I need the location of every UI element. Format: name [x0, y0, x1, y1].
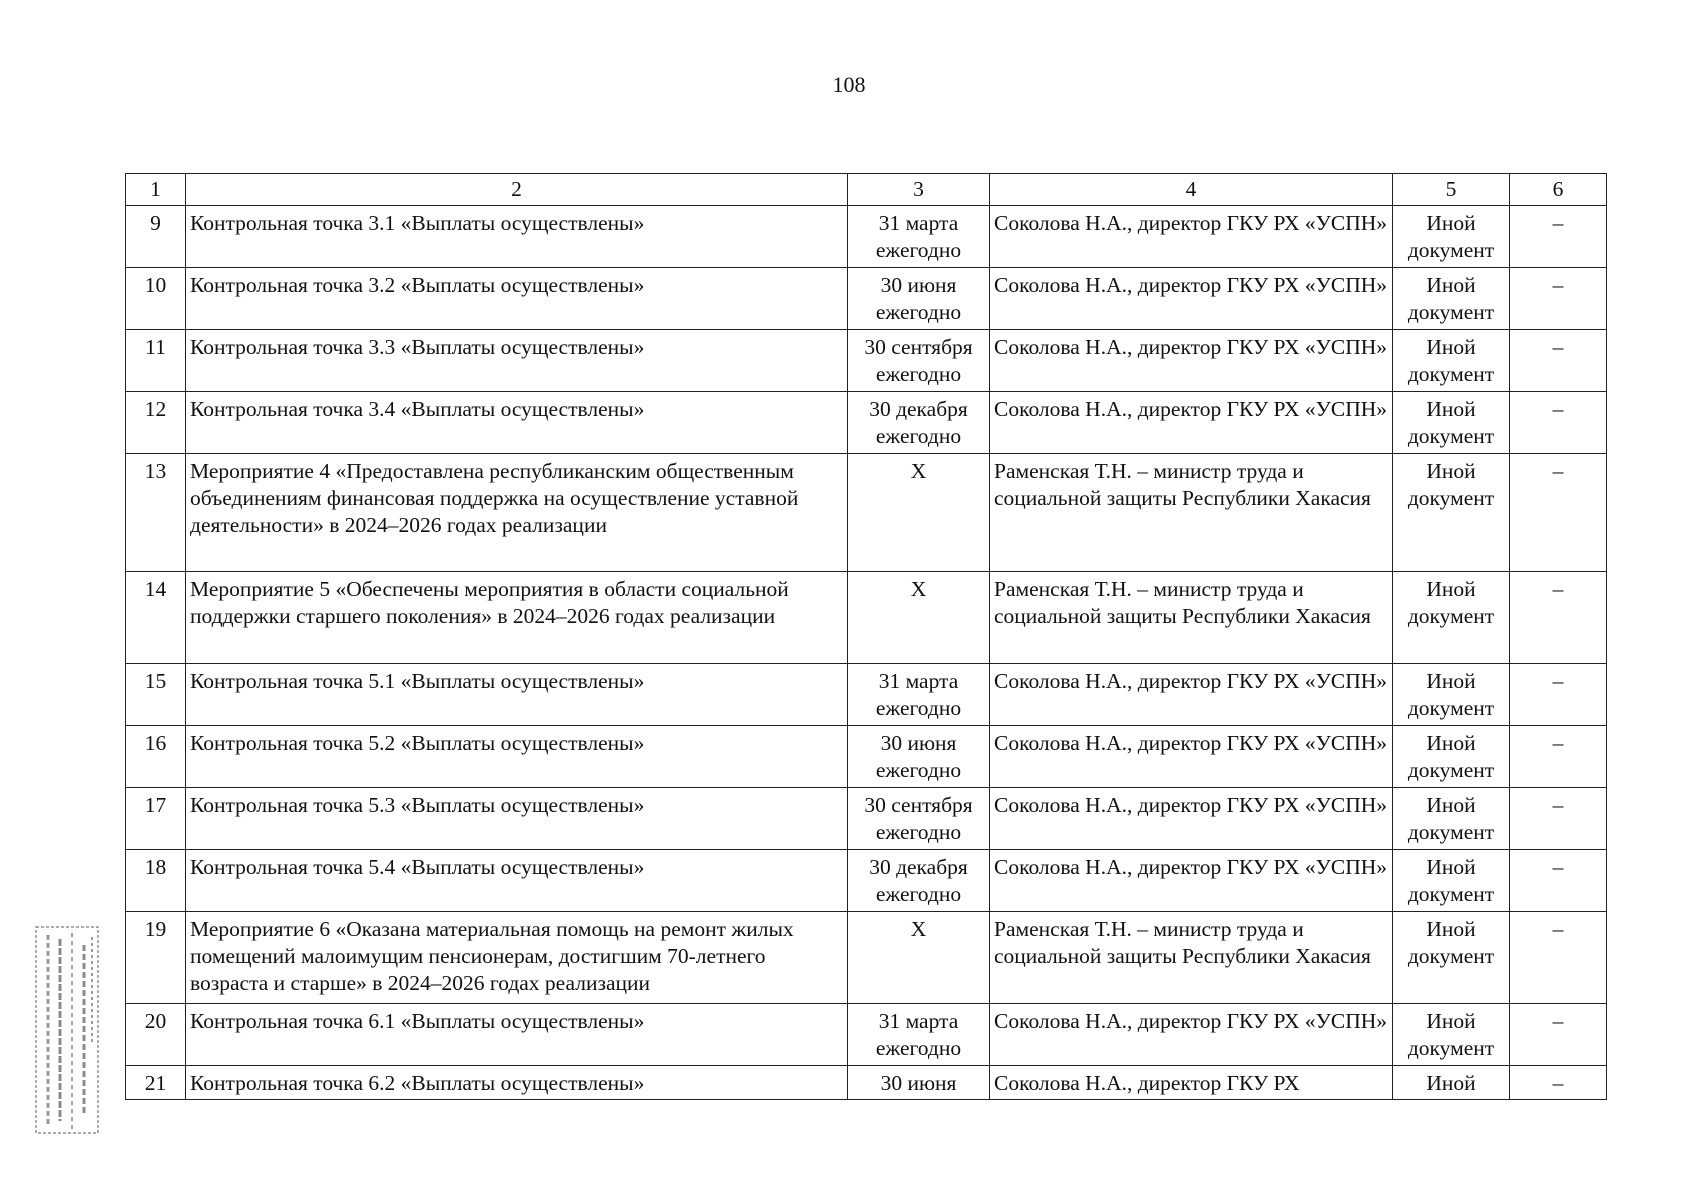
document-type-cell: Иной документ — [1393, 1004, 1510, 1066]
table-row — [126, 912, 1607, 1004]
row-number-cell: 20 — [126, 1004, 186, 1066]
event-name-cell: Контрольная точка 5.3 «Выплаты осуществлены» — [186, 788, 848, 850]
mark-cell: – — [1510, 268, 1607, 330]
mark-cell: – — [1510, 330, 1607, 392]
row-number-cell: 12 — [126, 392, 186, 454]
deadline-cell: 30 сентября ежегодно — [848, 788, 990, 850]
table-row — [126, 454, 1607, 572]
deadline-cell: 30 июня ежегодно — [848, 726, 990, 788]
column-header: 2 — [186, 174, 848, 206]
deadline-cell: 30 сентября ежегодно — [848, 330, 990, 392]
row-number-cell: 13 — [126, 454, 186, 572]
event-name-cell: Контрольная точка 5.2 «Выплаты осуществлены» — [186, 726, 848, 788]
responsible-cell: Соколова Н.А., директор ГКУ РХ «УСПН» — [990, 850, 1393, 912]
column-header: 6 — [1510, 174, 1607, 206]
responsible-cell: Соколова Н.А., директор ГКУ РХ «УСПН» — [990, 1004, 1393, 1066]
table-row — [126, 206, 1607, 268]
column-header: 1 — [126, 174, 186, 206]
mark-cell: – — [1510, 1066, 1607, 1100]
deadline-cell: 30 декабря ежегодно — [848, 392, 990, 454]
responsible-cell: Соколова Н.А., директор ГКУ РХ «УСПН» — [990, 268, 1393, 330]
document-type-cell: Иной документ — [1393, 726, 1510, 788]
event-name-cell: Контрольная точка 5.1 «Выплаты осуществлены» — [186, 664, 848, 726]
mark-cell: – — [1510, 206, 1607, 268]
mark-cell: – — [1510, 726, 1607, 788]
event-name-cell: Контрольная точка 3.4 «Выплаты осуществлены» — [186, 392, 848, 454]
column-header: 3 — [848, 174, 990, 206]
document-type-cell: Иной документ — [1393, 664, 1510, 726]
event-name-cell: Контрольная точка 3.3 «Выплаты осуществлены» — [186, 330, 848, 392]
responsible-cell: Раменская Т.Н. – министр труда и социальной защиты Республики Хакасия — [990, 572, 1393, 664]
row-number-cell: 17 — [126, 788, 186, 850]
event-name-cell: Контрольная точка 5.4 «Выплаты осуществлены» — [186, 850, 848, 912]
responsible-cell: Соколова Н.А., директор ГКУ РХ «УСПН» — [990, 664, 1393, 726]
table-row — [126, 850, 1607, 912]
document-type-cell: Иной документ — [1393, 330, 1510, 392]
table-row — [126, 1066, 1607, 1100]
event-name-cell: Контрольная точка 3.1 «Выплаты осуществлены» — [186, 206, 848, 268]
table-header-row — [126, 174, 1607, 206]
table-row — [126, 664, 1607, 726]
mark-cell: – — [1510, 664, 1607, 726]
table-row — [126, 392, 1607, 454]
responsible-cell: Соколова Н.А., директор ГКУ РХ «УСПН» — [990, 330, 1393, 392]
responsible-cell: Соколова Н.А., директор ГКУ РХ «УСПН» — [990, 392, 1393, 454]
row-number-cell: 10 — [126, 268, 186, 330]
responsible-cell: Соколова Н.А., директор ГКУ РХ «УСПН» — [990, 726, 1393, 788]
control-points-table — [125, 173, 1607, 1100]
event-name-cell: Мероприятие 6 «Оказана материальная помощь на ремонт жилых помещений малоимущим пенсионерам, достигшим 70-летнего возраста и старше» в 2024–2026 годах реализации — [186, 912, 848, 1004]
document-type-cell: Иной документ — [1393, 268, 1510, 330]
deadline-cell: X — [848, 454, 990, 572]
mark-cell: – — [1510, 1004, 1607, 1066]
responsible-cell: Раменская Т.Н. – министр труда и социальной защиты Республики Хакасия — [990, 454, 1393, 572]
document-type-cell: Иной документ — [1393, 912, 1510, 1004]
table-row — [126, 788, 1607, 850]
table-row — [126, 330, 1607, 392]
event-name-cell: Контрольная точка 3.2 «Выплаты осуществлены» — [186, 268, 848, 330]
mark-cell: – — [1510, 912, 1607, 1004]
mark-cell: – — [1510, 788, 1607, 850]
event-name-cell: Контрольная точка 6.1 «Выплаты осуществлены» — [186, 1004, 848, 1066]
responsible-cell: Раменская Т.Н. – министр труда и социальной защиты Республики Хакасия — [990, 912, 1393, 1004]
mark-cell: – — [1510, 850, 1607, 912]
row-number-cell: 18 — [126, 850, 186, 912]
row-number-cell: 16 — [126, 726, 186, 788]
margin-stamp-icon — [30, 925, 104, 1137]
table-row — [126, 1004, 1607, 1066]
mark-cell: – — [1510, 454, 1607, 572]
deadline-cell: 31 марта ежегодно — [848, 664, 990, 726]
deadline-cell: 31 марта ежегодно — [848, 1004, 990, 1066]
document-type-cell: Иной — [1393, 1066, 1510, 1100]
responsible-cell: Соколова Н.А., директор ГКУ РХ «УСПН» — [990, 788, 1393, 850]
document-type-cell: Иной документ — [1393, 392, 1510, 454]
deadline-cell: 30 июня ежегодно — [848, 268, 990, 330]
event-name-cell: Мероприятие 4 «Предоставлена республиканским общественным объединениям финансовая поддержка на осуществление уставной деятельности» в 2024–2026 годах реализации — [186, 454, 848, 572]
row-number-cell: 11 — [126, 330, 186, 392]
responsible-cell: Соколова Н.А., директор ГКУ РХ «УСПН» — [990, 206, 1393, 268]
mark-cell: – — [1510, 392, 1607, 454]
mark-cell: – — [1510, 572, 1607, 664]
row-number-cell: 15 — [126, 664, 186, 726]
event-name-cell: Мероприятие 5 «Обеспечены мероприятия в области социальной поддержки старшего поколения» в 2024–2026 годах реализации — [186, 572, 848, 664]
column-header: 4 — [990, 174, 1393, 206]
document-type-cell: Иной документ — [1393, 572, 1510, 664]
document-type-cell: Иной документ — [1393, 850, 1510, 912]
deadline-cell: X — [848, 572, 990, 664]
row-number-cell: 14 — [126, 572, 186, 664]
row-number-cell: 19 — [126, 912, 186, 1004]
document-type-cell: Иной документ — [1393, 206, 1510, 268]
table-row — [126, 726, 1607, 788]
deadline-cell: X — [848, 912, 990, 1004]
responsible-cell: Соколова Н.А., директор ГКУ РХ — [990, 1066, 1393, 1100]
row-number-cell: 21 — [126, 1066, 186, 1100]
page-number: 108 — [832, 72, 866, 97]
deadline-cell: 31 марта ежегодно — [848, 206, 990, 268]
deadline-cell: 30 июня — [848, 1066, 990, 1100]
event-name-cell: Контрольная точка 6.2 «Выплаты осуществлены» — [186, 1066, 848, 1100]
deadline-cell: 30 декабря ежегодно — [848, 850, 990, 912]
table-row — [126, 572, 1607, 664]
table-row — [126, 268, 1607, 330]
row-number-cell: 9 — [126, 206, 186, 268]
document-type-cell: Иной документ — [1393, 788, 1510, 850]
column-header: 5 — [1393, 174, 1510, 206]
document-type-cell: Иной документ — [1393, 454, 1510, 572]
